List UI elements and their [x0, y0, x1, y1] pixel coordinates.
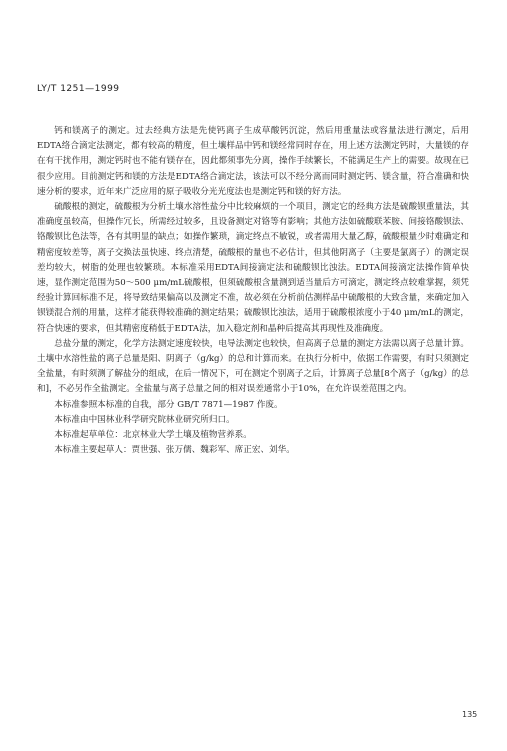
paragraph-supersedes: 本标准参照本标准的自我，部分 GB/T 7871—1987 作废。: [54, 399, 283, 410]
paragraph-sulfate: 硫酸根的测定，硫酸根为分析土壤水溶性盐分中比较麻烦的一个项目，测定它的经典方法是硫酸钡重量法，其准确度虽较高，但操作冗长，所需经过较多，且设备测定对铬等有影响；其他方法如硫酸联苯胺、间接铬酸钡法、铬酸钡比色法等，各有其明显的缺点；如操作繁琐，滴定终点不敏锐，或者需用大量乙醇，硫酸根量少时难确定和精密度较差等，离子交换法虽快速、终点清楚，硫酸根的量也不必估计，但其他阴离子（主要是氯离子）的测定误差均较大，树脂的处理也较繁琐。本标准采用EDTA间接滴定法和硫酸钡比浊法。EDTA间接滴定法操作简单快速，显作测定范围为50～500 μm/mL硫酸根，但须硫酸根含量测到适当量后方可滴定，测定终点较难掌握，须凭经验计算回标准不足，将导致结果偏高以及测定不准，故必须在分析前估测样品中硫酸根的大致含量，来确定加入钡镁混合剂的用量，这样才能获得较准确的测定结果；硫酸钡比浊法，适用于硫酸根浓度小于40 μm/mL的测定，符合快速的要求，但其精密度稍低于EDTA法，加入稳定剂和晶种后提高其再现性及准确度。: [37, 202, 469, 334]
page-number: 135: [462, 710, 478, 719]
paragraph-proposer: 本标准由中国林业科学研究院林业研究所归口。: [54, 414, 235, 425]
standard-number: LY/T 1251—1999: [37, 84, 120, 94]
document-body: [37, 124, 469, 458]
paragraph-drafting-unit: 本标准起草单位：北京林业大学土壤及植物营养系。: [54, 430, 252, 441]
paragraph-calcium-magnesium: 钙和镁离子的测定。过去经典方法是先使钙离子生成草酸钙沉淀，然后用重量法或容量法进行测定，后用EDTA络合滴定法测定，都有较高的精度，但土壤样品中钙和镁经常同时存在，用上述方法测定钙时，大量镁的存在有干扰作用，测定钙时也不能有镁存在，因此都须事先分离，操作手续繁长，不能满足生产上的需要。故现在已很少应用。目前测定钙和镁的方法是EDTA络合滴定法，该法可以不经分离而同时测定钙、镁含量，符合准确和快速分析的要求，近年来广泛应用的原子吸收分光光度法也是测定钙和镁的好方法。: [37, 126, 469, 197]
paragraph-drafters: 本标准主要起草人：贾世强、张万儒、魏彩军、席正宏、刘华。: [54, 445, 295, 456]
paragraph-total-salt: 总盐分量的测定，化学方法测定速度较快，电导法测定也较快，但高离子总量的测定方法需以离子总量计算。土壤中水溶性盐的离子总量是阳、阴离子（g/kg）的总和计算而来。在执行分析中，依据工作需要，有时只须测定全盐量，有时须测了解盐分的组成，在后一情况下，可在测定个别离子之后，计算离子总量[8个离子（g/kg）的总和]，不必另作全盐测定。全盐量与离子总量之间的相对误差通常小于10%，在允许误差范围之内。: [37, 338, 469, 395]
